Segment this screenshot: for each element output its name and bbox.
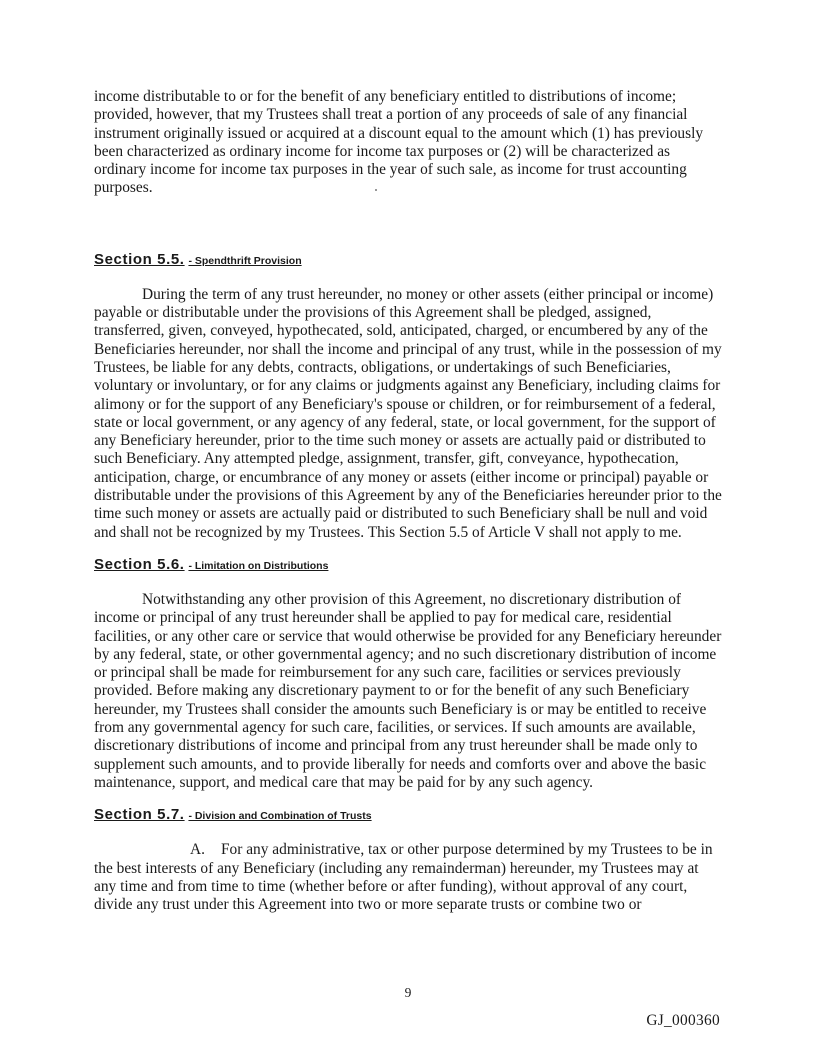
section-title: - Division and Combination of Trusts	[188, 810, 372, 823]
subsection-a	[94, 841, 724, 914]
section-heading	[94, 250, 724, 271]
section-number: Section 5.5.	[94, 250, 185, 268]
section-title: - Limitation on Distributions	[188, 559, 329, 572]
section-title: - Spendthrift Provision	[188, 254, 302, 267]
subsection-body: For any administrative, tax or other purpose determined by my Trustees to be in the best interests of any Beneficiary (including any remainderman) hereunder, my Trustees may at any time and from time to time (whether before or after funding), without approval of any court, divide any trust under this Agreement into two or more separate trusts or combine two or	[94, 841, 713, 914]
section-5-6	[94, 555, 724, 792]
continuation-paragraph: income distributable to or for the benefit of any beneficiary entitled to distributions of income; provided, however, that my Trustees shall treat a portion of any proceeds of sale of any financial instrument originally issued or acquired at a discount equal to the amount which (1) has previously been characterized as ordinary income for income tax purposes or (2) will be characterized as ordinary income for income tax purposes in the year of such sale, as income for trust accounting purposes.	[94, 88, 704, 197]
section-5-5	[94, 250, 724, 542]
page-number: 9	[404, 985, 412, 1000]
section-5-7	[94, 805, 724, 914]
bates-number: GJ_000360	[646, 1012, 720, 1029]
section-heading	[94, 805, 724, 826]
section-body: Notwithstanding any other provision of this Agreement, no discretionary distribution of income or principal of any trust hereunder shall be applied to pay for medical care, residential facilities, or any other care or service that would otherwise be provided for any Beneficiary hereunder by any federal, state, or other governmental agency; and no such discretionary distribution of income or principal shall be made for reimbursement for any such care, facilities or services previously provided. Before making any discretionary payment to or for the benefit of any such Beneficiary hereunder, my Trustees shall consider the amounts such Beneficiary is or may be entitled to receive from any governmental agency for such care, facilities, or services. If such amounts are available, discretionary distributions of income and principal from any trust hereunder shall be made only to supplement such amounts, and to provide liberally for needs and comforts over and above the basic maintenance, support, and medical care that may be paid for by any such agency.	[94, 590, 722, 791]
section-body: During the term of any trust hereunder, no money or other assets (either principal or income) payable or distributable under the provisions of this Agreement shall be pledged, assigned, transferred, given, conveyed, hypothecated, sold, anticipated, charged, or encumbered by any of the Beneficiaries hereunder, nor shall the income and principal of any trust, while in the possession of my Trustees, be liable for any debts, contracts, obligations, or undertakings of such Beneficiaries, voluntary or involuntary, or for any claims or judgments against any Beneficiary, including claims for alimony or for the support of any Beneficiary's spouse or children, or for reimbursement of a federal, state or local government, or any agency of any federal, state, or local government, for the support of any Beneficiary hereunder, prior to the time such money or assets are actually paid or distributed to such Beneficiary. Any attempted pledge, assignment, transfer, gift, conveyance, hypothecation, anticipation, charge, or encumbrance of any money or assets (either income or principal) payable or distributable under the provisions of this Agreement by any of the Beneficiaries hereunder prior to the time such money or assets are actually paid or distributed to such Beneficiary shall be null and void and shall not be recognized by my Trustees. This Section 5.5 of Article V shall not apply to me.	[94, 285, 722, 541]
subsection-label: A.	[190, 841, 205, 859]
scan-speck	[375, 189, 377, 191]
document-page	[94, 88, 724, 914]
section-number: Section 5.7.	[94, 806, 185, 824]
section-heading	[94, 555, 724, 576]
section-number: Section 5.6.	[94, 555, 185, 573]
